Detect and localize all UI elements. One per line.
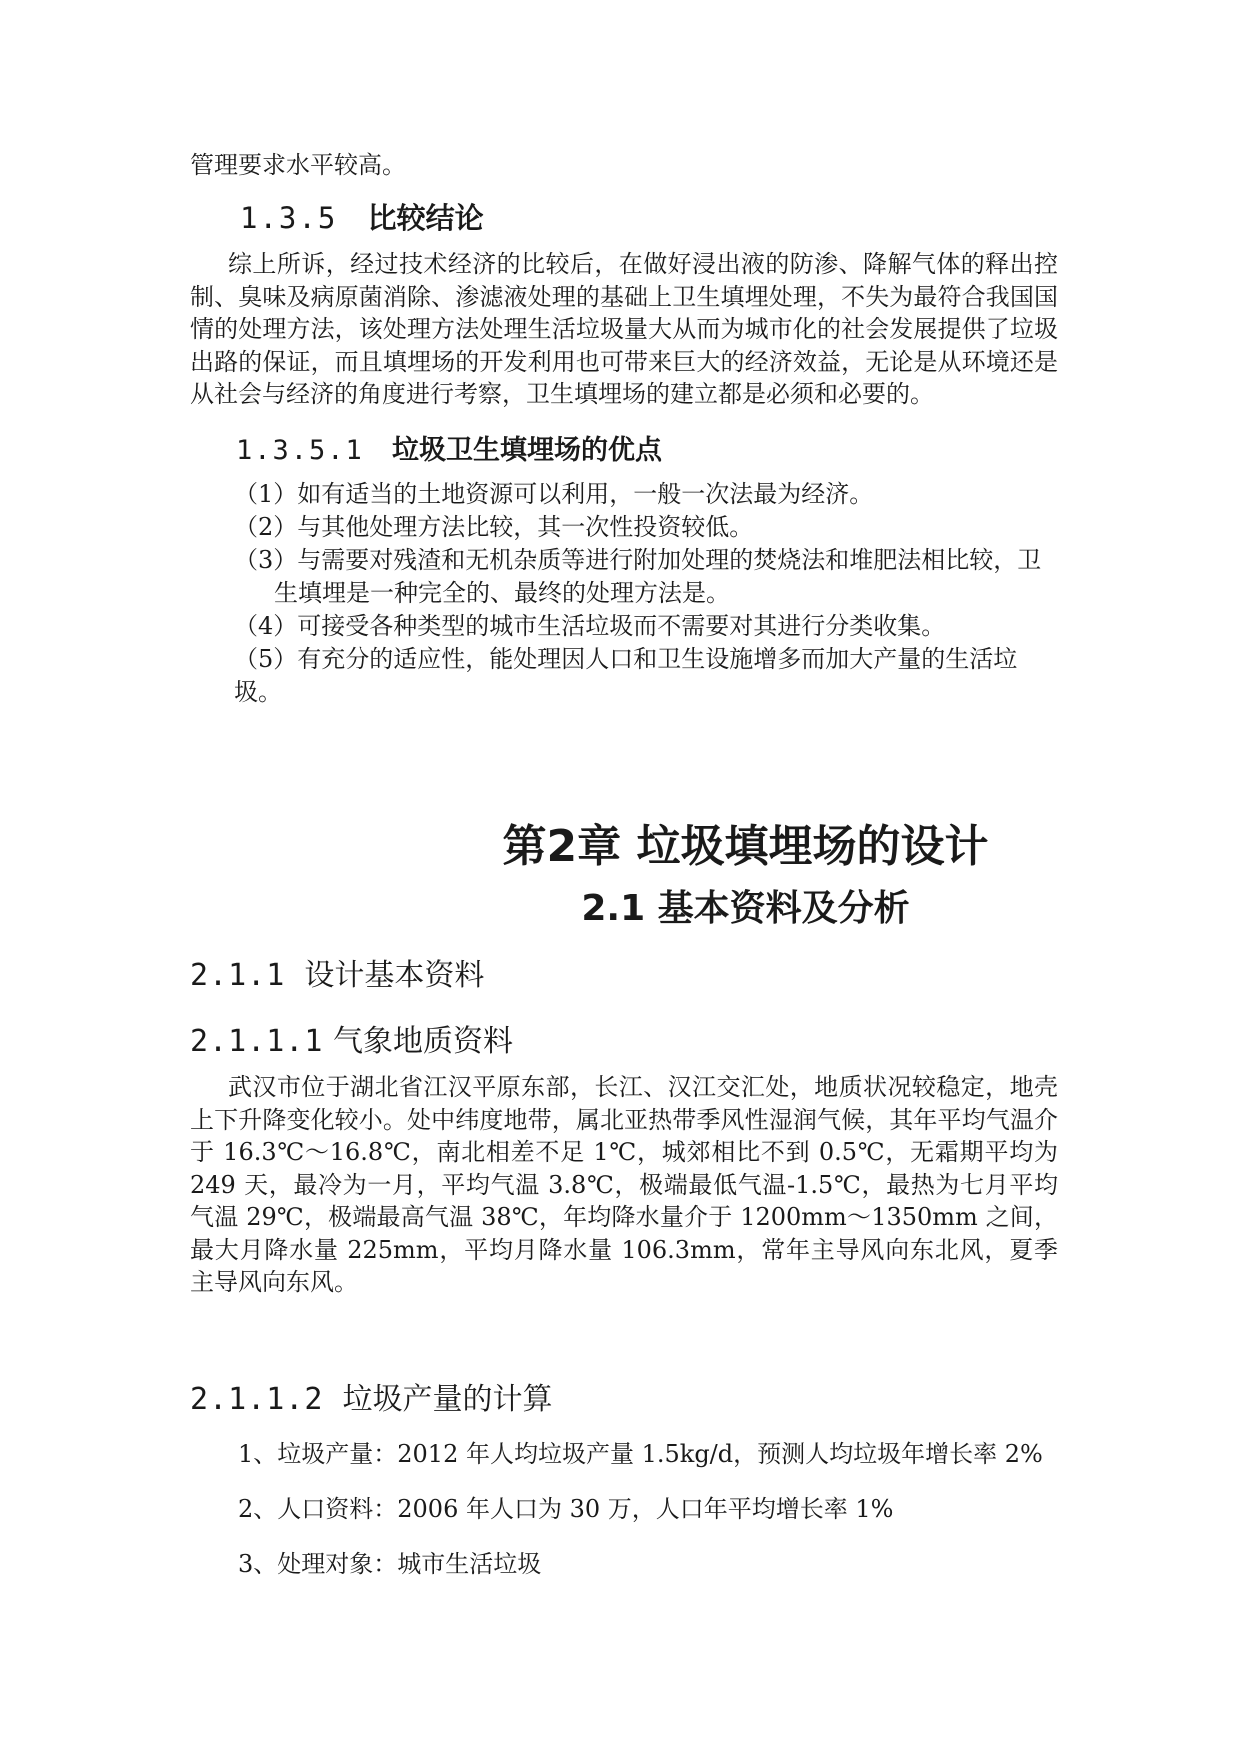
heading-number: 1.3.5.1 [236, 435, 364, 466]
heading-1-3-5-1 [236, 428, 662, 467]
list-item: （2）与其他处理方法比较，其一次性投资较低。 [234, 513, 754, 541]
heading-title: 比较结论 [367, 201, 484, 235]
heading-2-1-1-1 [190, 1016, 513, 1060]
paragraph-continuation: 管理要求水平较高。 [190, 151, 406, 179]
heading-1-3-5 [240, 196, 484, 237]
heading-number: 2.1.1.1 [190, 1024, 324, 1059]
heading-number: 2.1.1 [190, 958, 286, 993]
numbered-item-1: 1、垃圾产量：2012 年人均垃圾产量 1.5kg/d，预测人均垃圾年增长率 2% [238, 1440, 1043, 1468]
chapter-title: 第2章 垃圾填埋场的设计 [502, 821, 989, 872]
heading-title: 设计基本资料 [304, 958, 485, 993]
heading-number: 1.3.5 [240, 201, 338, 235]
paragraph-conclusion: 综上所诉，经过技术经济的比较后，在做好浸出液的防渗、降解气体的释出控制、臭味及病原菌消除、渗滤液处理的基础上卫生填埋处理，不失为最符合我国国情的处理方法，该处理方法处理生活垃圾量大从而为城市化的社会发展提供了垃圾出路的保证，而且填埋场的开发利用也可带来巨大的经济效益，无论是从环境还是从社会与经济的角度进行考察，卫生填埋场的建立都是必须和必要的。 [190, 250, 1058, 408]
heading-title: 垃圾卫生填埋场的优点 [392, 435, 662, 466]
list-item-continuation: 生填埋是一种完全的、最终的处理方法是。 [274, 579, 730, 607]
list-item: （4）可接受各种类型的城市生活垃圾而不需要对其进行分类收集。 [234, 612, 946, 640]
numbered-item-3: 3、处理对象：城市生活垃圾 [238, 1550, 542, 1578]
list-item: （3）与需要对残渣和无机杂质等进行附加处理的焚烧法和堆肥法相比较，卫 [234, 546, 1042, 574]
paragraph-climate-geology: 武汉市位于湖北省江汉平原东部，长江、汉江交汇处，地质状况较稳定，地壳上下升降变化较小。处中纬度地带，属北亚热带季风性湿润气候，其年平均气温介于 16.3℃～16.8℃，南北相差不足 1℃，城郊相比不到 0.5℃，无霜期平均为 249 天，最冷为一月，平均气温 3.8℃，极端最低气温-1.5℃，最热为七月平均气温 29℃，极端最高气温 38℃，年均降水量介于 1200mm～1350mm 之间，最大月降水量 225mm，平均月降水量 106.3mm，常年主导风向东北风，夏季主导风向东风。 [190, 1073, 1058, 1296]
list-item: （1）如有适当的土地资源可以利用，一般一次法最为经济。 [234, 480, 874, 508]
heading-title: 气象地质资料 [332, 1024, 513, 1059]
advantages-list [234, 478, 1064, 709]
heading-title: 垃圾产量的计算 [342, 1382, 553, 1417]
section-title: 2.1 基本资料及分析 [581, 888, 910, 929]
heading-number: 2.1.1.2 [190, 1382, 324, 1417]
heading-2-1-1-2 [190, 1374, 553, 1418]
list-item: （5）有充分的适应性，能处理因人口和卫生设施增多而加大产量的生活垃圾。 [234, 645, 1018, 706]
numbered-item-2: 2、人口资料：2006 年人口为 30 万，人口年平均增长率 1% [238, 1495, 894, 1523]
heading-2-1-1 [190, 950, 484, 994]
